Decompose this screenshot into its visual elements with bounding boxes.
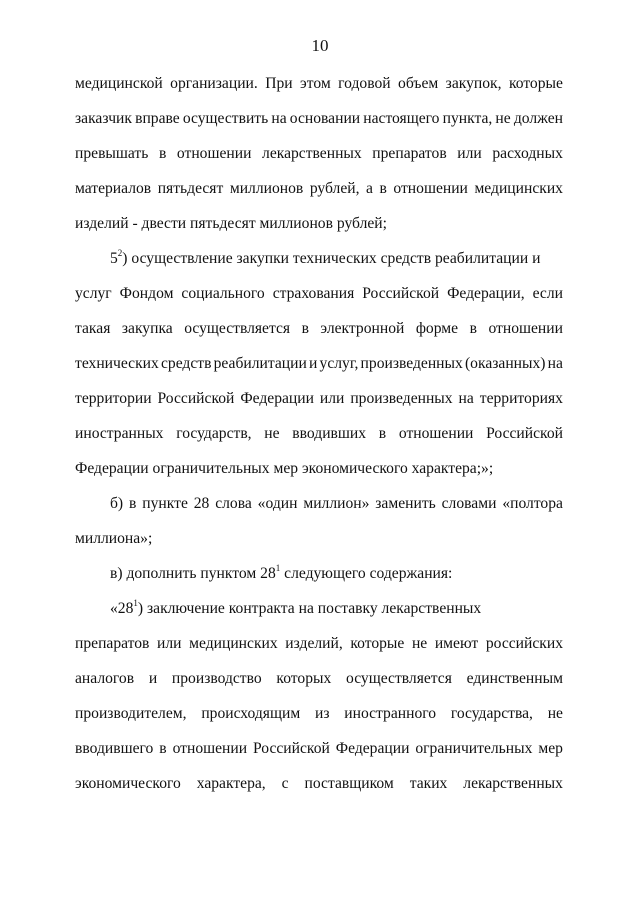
text-line (75, 354, 563, 374)
word: организации. (170, 75, 258, 92)
word: или (157, 635, 182, 652)
word: или (319, 390, 345, 407)
word: характера, (196, 775, 266, 792)
word: (оказанных) (464, 355, 546, 372)
word: такая (75, 320, 111, 337)
word: объем (398, 75, 439, 92)
word: форме (415, 320, 459, 337)
word: пункта, (442, 110, 493, 127)
word: медицинских (189, 635, 278, 652)
text-fragment: ) осуществление закупки технических средств реабилитации и (122, 250, 541, 267)
text-line (75, 634, 563, 654)
text-line (75, 389, 563, 409)
word: российских (485, 635, 563, 652)
text-line (75, 179, 563, 199)
text-fragment: следующего содержания: (280, 565, 453, 582)
word: экономического (75, 775, 181, 792)
word: в (301, 320, 309, 337)
word: отношении (398, 425, 474, 442)
page-number: 10 (311, 36, 329, 55)
word: Федерации, (447, 285, 525, 302)
word: этом (300, 75, 331, 92)
word: иностранных (75, 425, 164, 442)
word: миллионов (229, 180, 304, 197)
word: отношении (176, 145, 252, 162)
word: которые (508, 75, 563, 92)
word: Российской (253, 740, 330, 757)
text-line (75, 704, 563, 724)
word: не (495, 110, 511, 127)
word: медицинской (75, 75, 163, 92)
word: в (159, 740, 167, 757)
word: пункте (142, 495, 188, 512)
word: отношении (393, 180, 468, 197)
word: происходящим (201, 705, 301, 722)
word: расходных (492, 145, 563, 162)
word: заменить (375, 495, 436, 512)
word: производителем, (75, 705, 187, 722)
word: препаратов (372, 145, 447, 162)
word: б) (110, 495, 124, 512)
word: 28 (193, 495, 210, 512)
word: реабилитации (213, 355, 307, 372)
text-fragment: ) заключение контракта на поставку лекарственных (137, 600, 482, 617)
text-line (110, 599, 563, 619)
word: вводившего (75, 740, 154, 757)
superscript: 1 (133, 598, 138, 608)
word: медицинских (474, 180, 563, 197)
word: пятьдесят (157, 180, 224, 197)
text-line (75, 74, 563, 94)
text-line (75, 109, 563, 129)
text-line (110, 494, 563, 514)
word: государств, (176, 425, 252, 442)
word: отношении (172, 740, 248, 757)
word: территории (75, 390, 152, 407)
word: из (314, 705, 330, 722)
superscript: 2 (117, 248, 123, 258)
word: словами (441, 495, 497, 512)
text-fragment: в) дополнить пунктом 28 (110, 565, 276, 582)
word: Российской (157, 390, 235, 407)
word: годовой (338, 75, 391, 92)
word: имеют (434, 635, 479, 652)
word: вводивших (292, 425, 367, 442)
word: Федерации (335, 740, 410, 757)
text-fragment: «28 (110, 600, 134, 617)
word: электронной (320, 320, 405, 337)
word: ограничительных (415, 740, 533, 757)
word: основании (289, 110, 361, 127)
word: и (148, 670, 158, 687)
word: заказчик (75, 110, 132, 127)
word: технических (75, 355, 159, 372)
word: средств (160, 355, 212, 372)
word: слова (215, 495, 252, 512)
word: страхования (272, 285, 355, 302)
word: которых (276, 670, 332, 687)
word: не (264, 425, 280, 442)
word: услуг, (319, 355, 359, 372)
word: осуществляется (184, 320, 291, 337)
word: превышать (75, 145, 149, 162)
word: лекарственных (463, 775, 563, 792)
word: или (457, 145, 482, 162)
word: на (458, 390, 474, 407)
word: отношении (488, 320, 563, 337)
word: а (366, 180, 373, 197)
word: произведенных (350, 390, 453, 407)
word: При (265, 75, 293, 92)
word: закупка (121, 320, 173, 337)
word: с (281, 775, 289, 792)
word: осуществить (182, 110, 269, 127)
word: которые (350, 635, 405, 652)
word: на (271, 110, 287, 127)
text-line: Федерации ограничительных мер экономического характера;»; (75, 460, 494, 477)
text-line (75, 774, 563, 794)
word: услуг (75, 285, 112, 302)
word: в (129, 495, 137, 512)
word: закупок, (445, 75, 502, 92)
word: если (532, 285, 563, 302)
word: должен (513, 110, 563, 127)
word: и (309, 355, 318, 372)
word: мер (538, 740, 563, 757)
word: Федерации (240, 390, 314, 407)
text-line (110, 564, 563, 584)
word: настоящего (363, 110, 440, 127)
word: Фондом (119, 285, 174, 302)
word: вправе (135, 110, 180, 127)
text-line (75, 424, 563, 444)
word: территориях (479, 390, 563, 407)
text-line (75, 739, 563, 759)
word: изделий, (285, 635, 343, 652)
text-line (75, 669, 563, 689)
word: осуществляется (346, 670, 452, 687)
item-number: 5 (110, 250, 118, 267)
word: материалов (75, 180, 152, 197)
word: Российской (362, 285, 440, 302)
word: препаратов (75, 635, 150, 652)
word: Российской (486, 425, 563, 442)
text-line (110, 249, 563, 269)
word: в (158, 145, 167, 162)
word: иностранного (344, 705, 437, 722)
word: поставщиком (304, 775, 394, 792)
word: производство (171, 670, 262, 687)
word: на (547, 355, 563, 372)
word: таких (409, 775, 448, 792)
word: произведенных (360, 355, 463, 372)
text-line (75, 319, 563, 339)
word: рублей, (309, 180, 360, 197)
word: аналогов (75, 670, 135, 687)
text-line: изделий - двести пятьдесят миллионов рублей; (75, 215, 387, 232)
word: государства, (450, 705, 533, 722)
text-line (75, 144, 563, 164)
word: «полтора (502, 495, 563, 512)
word: социального (181, 285, 265, 302)
word: в (469, 320, 477, 337)
word: не (411, 635, 428, 652)
text-line: миллиона»; (75, 530, 153, 547)
text-line (75, 284, 563, 304)
word: в (379, 180, 387, 197)
word: не (547, 705, 563, 722)
word: «один (257, 495, 298, 512)
word: единственным (466, 670, 563, 687)
word: в (378, 425, 387, 442)
superscript: 1 (275, 563, 281, 573)
word: лекарственных (262, 145, 362, 162)
word: миллион» (303, 495, 370, 512)
